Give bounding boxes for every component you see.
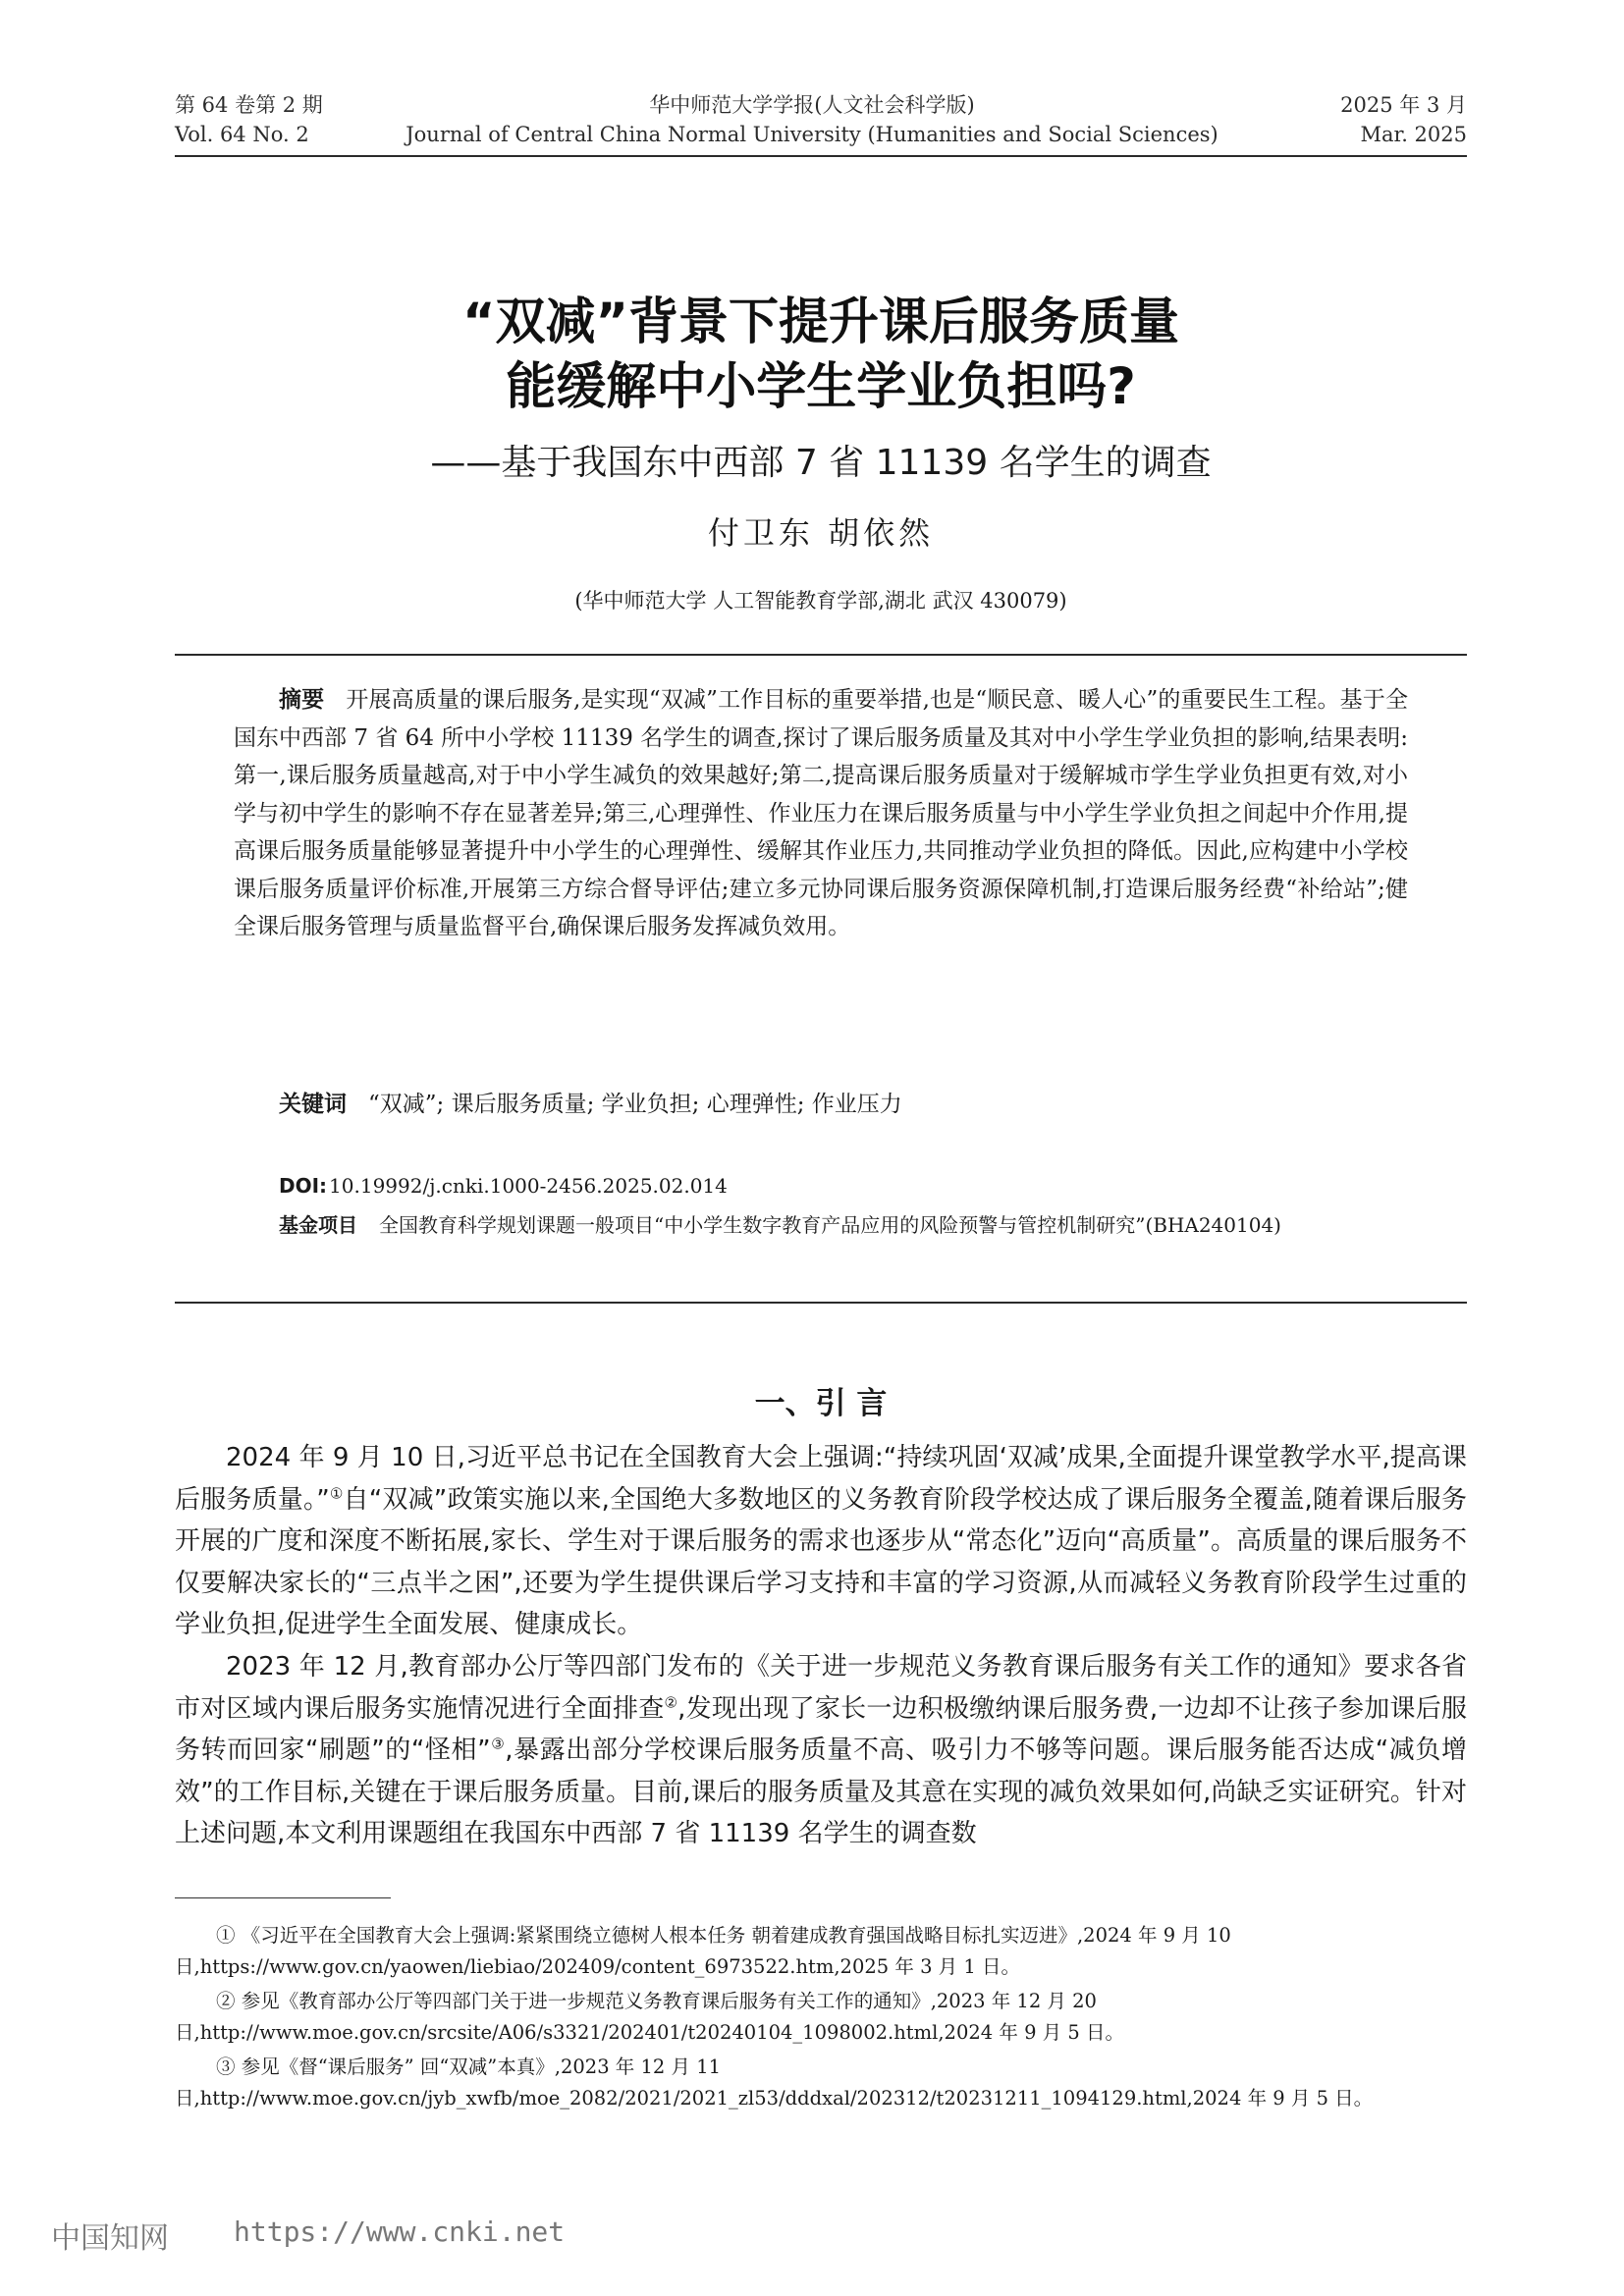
abstract <box>234 681 1408 946</box>
title-line-1: “双减”背景下提升课后服务质量 <box>461 294 1180 351</box>
paragraph <box>175 1437 1467 1646</box>
doi-value: 10.19992/j.cnki.1000-2456.2025.02.014 <box>329 1174 728 1198</box>
fund-line <box>234 1209 1408 1241</box>
affiliation: (华中师范大学 人工智能教育学部,湖北 武汉 430079) <box>574 589 1067 613</box>
keywords-text: “双减”; 课后服务质量; 学业负担; 心理弹性; 作业压力 <box>368 1092 902 1117</box>
article-subtitle: ——基于我国东中西部 7 省 11139 名学生的调查 <box>430 443 1212 483</box>
keywords-label: 关键词 <box>279 1092 347 1117</box>
issue-date <box>1340 90 1467 149</box>
abstract-label: 摘要 <box>279 687 325 713</box>
section-heading: 一、引 言 <box>754 1386 888 1421</box>
paragraph-text: ,发现出现了家长一边积极缴纳课后服务费,一边却不让孩子参加课后服务转而回家“刷题”的“怪相” <box>175 1693 1467 1766</box>
paragraph-text: 2024 年 9 月 10 日,习近平总书记在全国教育大会上强调:“持续巩固‘双减’成果,全面提升课堂教学水平,提高课后服务质量。” <box>175 1443 1467 1515</box>
body-text <box>175 1437 1467 1855</box>
abstract-bottom-rule <box>175 1302 1467 1304</box>
footnotes <box>175 1920 1467 2117</box>
issue-cn: 第 64 卷第 2 期 <box>175 93 323 117</box>
paragraph-text: 2023 年 12 月,教育部办公厅等四部门发布的《关于进一步规范义务教育课后服务有关工作的通知》要求各省市对区域内课后服务实施情况进行全面排查 <box>175 1651 1467 1724</box>
journal-name-en: Journal of Central China Normal University (Humanities and Social Sciences) <box>406 123 1218 146</box>
footnote-rule <box>175 1897 391 1898</box>
paragraph-text: 自“双减”政策实施以来,全国绝大多数地区的义务教育阶段学校达成了课后服务全覆盖,随着课后服务开展的广度和深度不断拓展,家长、学生对于课后服务的需求也逐步从“常态化”迈向“高质量”。高质量的课后服务不仅要解决家长的“三点半之困”,还要为学生提供课后学习支持和丰富的学习资源,从而减轻义务教育阶段学生过重的学业负担,促进学生全面发展、健康成长。 <box>175 1484 1467 1640</box>
cnki-watermark: 中国知网 <box>51 2221 169 2256</box>
authors: 付卫东 胡依然 <box>707 514 935 552</box>
issue-info <box>175 90 323 149</box>
issue-date-cn: 2025 年 3 月 <box>1340 93 1467 117</box>
doi-line <box>234 1170 1408 1201</box>
cnki-url[interactable]: https://www.cnki.net <box>234 2216 566 2248</box>
abstract-top-rule <box>175 654 1467 656</box>
keywords <box>234 1086 1408 1124</box>
journal-name-cn: 华中师范大学学报(人文社会科学版) <box>649 93 975 117</box>
doi-label: DOI: <box>279 1174 328 1198</box>
footnote-ref: ③ <box>490 1735 506 1753</box>
footnote-item: ① 《习近平在全国教育大会上强调:紧紧围绕立德树人根本任务 朝着建成教育强国战略目标扎实迈进》,2024 年 9 月 10 日,https://www.gov.cn/yaowen/liebiao/202409/content_6973522.htm,2025 年 3 月 1 日。 <box>175 1924 1231 1978</box>
fund-label: 基金项目 <box>279 1213 357 1237</box>
paragraph <box>175 1646 1467 1855</box>
issue-date-en: Mar. 2025 <box>1360 123 1467 146</box>
fund-text: 全国教育科学规划课题一般项目“中小学生数字教育产品应用的风险预警与管控机制研究”(BHA240104) <box>379 1213 1281 1237</box>
abstract-text: 开展高质量的课后服务,是实现“双减”工作目标的重要举措,也是“顺民意、暖人心”的重要民生工程。基于全国东中西部 7 省 64 所中小学校 11139 名学生的调查,探讨了课后服务质量及其对中小学生学业负担的影响,结果表明:第一,课后服务质量越高,对于中小学生减负的效果越好;第二,提高课后服务质量对于缓解城市学生学业负担更有效,对小学与初中学生的影响不存在显著差异;第三,心理弹性、作业压力在课后服务质量与中小学生学业负担之间起中介作用,提高课后服务质量能够显著提升中小学生的心理弹性、缓解其作业压力,共同推动学业负担的降低。因此,应构建中小学校课后服务质量评价标准,开展第三方综合督导评估;建立多元协同课后服务资源保障机制,打造课后服务经费“补给站”;健全课后服务管理与质量监督平台,确保课后服务发挥减负效用。 <box>234 687 1408 939</box>
footnote-item: ② 参见《教育部办公厅等四部门关于进一步规范义务教育课后服务有关工作的通知》,2023 年 12 月 20 日,http://www.moe.gov.cn/srcsite/A06/s3321/202401/t20240104_1098002.html,2024 年 9 月 5 日。 <box>175 1990 1124 2044</box>
article-title <box>175 291 1467 420</box>
journal-name <box>373 90 1251 149</box>
footnote-ref: ② <box>664 1692 678 1711</box>
issue-en: Vol. 64 No. 2 <box>175 123 309 146</box>
paragraph-text: ,暴露出部分学校课后服务质量不高、吸引力不够等问题。课后服务能否达成“减负增效”的工作目标,关键在于课后服务质量。目前,课后的服务质量及其意在实现的减负效果如何,尚缺乏实证研究。针对上述问题,本文利用课题组在我国东中西部 7 省 11139 名学生的调查数 <box>175 1735 1467 1849</box>
footnote-item: ③ 参见《督“课后服务” 回“双减”本真》,2023 年 12 月 11 日,http://www.moe.gov.cn/jyb_xwfb/moe_2082/2021/2021_zl53/dddxal/202312/t20231211_1094129.html,2024 年 9 月 5 日。 <box>175 2056 1374 2109</box>
footnote-ref: ① <box>329 1483 344 1502</box>
title-line-2: 能缓解中小学生学业负担吗? <box>506 358 1136 416</box>
header-rule <box>175 155 1467 157</box>
